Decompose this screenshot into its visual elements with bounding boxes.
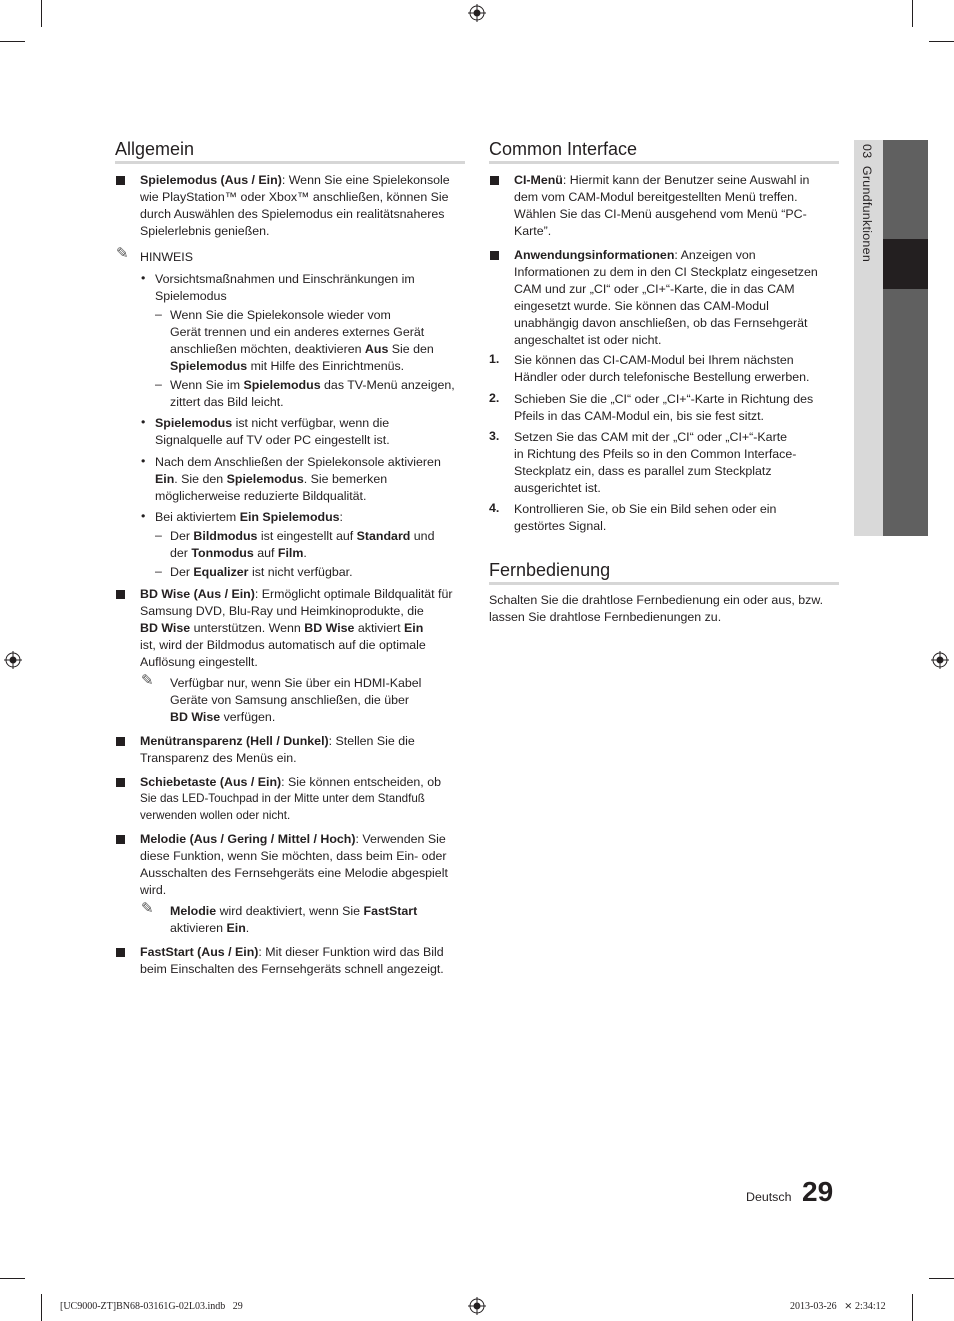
chapter-name: Grundfunktionen (860, 165, 874, 263)
item-signalquelle: Spielemodus ist nicht verfügbar, wenn die Signalquelle auf TV oder PC eingestellt ist. (155, 416, 390, 447)
bullet-dot: • (141, 271, 146, 285)
step-number: 4. (489, 501, 500, 515)
crop-mark (912, 1294, 913, 1321)
step-number: 1. (489, 352, 500, 366)
step-2: Schieben Sie die „CI“ oder „CI+“-Karte in Richtung des Pfeils in das CAM-Modul ein, bis sie fest sitzt. (514, 392, 814, 423)
chapter-tab-dark (883, 140, 928, 536)
bullet-square (116, 176, 125, 185)
item-menutransparenz: Menütransparenz (Hell / Dunkel): Stellen Sie die Transparenz des Menüs ein. (140, 734, 415, 765)
bullet-dash: – (155, 377, 162, 391)
bullet-square (490, 176, 499, 185)
step-number: 2. (489, 391, 500, 405)
item-schiebetaste: Schiebetaste (Aus / Ein): Sie können entscheiden, ob Sie das LED-Touchpad in der Mitte unter dem Standfuß verwenden wollen oder nicht. (140, 775, 441, 822)
crop-mark (929, 1278, 954, 1279)
bullet-square (116, 590, 125, 599)
item-anschliessen: Nach dem Anschließen der Spielekonsole aktivieren Ein. Sie den Spielemodus. Sie bemerken möglicherweise reduzierte Bildqualität. (155, 455, 441, 503)
page-number: 29 (802, 1176, 834, 1207)
paragraph-fernbedienung: Schalten Sie die drahtlose Fernbedienung ein oder aus, bzw. lassen Sie drahtlose Fernbedienungen zu. (489, 593, 824, 624)
section-rule (489, 582, 839, 585)
item-bildmodus: Der Bildmodus ist eingestellt auf Standard und der Tonmodus auf Film. (170, 529, 435, 560)
item-zittert: Wenn Sie im Spielemodus das TV-Menü anzeigen, zittert das Bild leicht. (170, 378, 455, 409)
registration-mark-icon (468, 1297, 486, 1315)
crop-mark (41, 1294, 42, 1321)
chapter-label (860, 144, 874, 262)
step-4: Kontrollieren Sie, ob Sie ein Bild sehen oder ein gestörtes Signal. (514, 502, 777, 533)
footer-timestamp: 2013-03-26 ⨯ 2:34:12 (790, 1301, 886, 1312)
bullet-square (490, 251, 499, 260)
item-aktiviert: Bei aktiviertem Ein Spielemodus: (155, 510, 343, 524)
item-equalizer: Der Equalizer ist nicht verfügbar. (170, 565, 353, 579)
bullet-dash: – (155, 528, 162, 542)
note-pencil-icon: ✎ (141, 671, 154, 689)
section-title-allgemein: Allgemein (115, 139, 195, 159)
bullet-square (116, 737, 125, 746)
registration-mark-icon (931, 651, 949, 669)
registration-mark-icon (4, 651, 22, 669)
section-rule (489, 161, 839, 164)
bullet-square (116, 835, 125, 844)
item-melodie: Melodie (Aus / Gering / Mittel / Hoch): Verwenden Sie diese Funktion, wenn Sie möchten, dass beim Ein- oder Ausschalten des Fernsehgeräts eine Melodie abgespielt wird. (140, 832, 448, 897)
section-rule (115, 161, 465, 164)
item-faststart: FastStart (Aus / Ein): Mit dieser Funktion wird das Bild beim Einschalten des Fernsehgeräts schnell angezeigt. (140, 945, 444, 976)
crop-mark (0, 1278, 25, 1279)
footer-language: Deutsch (746, 1190, 792, 1204)
note-pencil-icon: ✎ (141, 899, 154, 917)
item-vorsicht: Vorsichtsmaßnahmen und Einschränkungen im Spielemodus (155, 272, 415, 303)
note-pencil-icon: ✎ (116, 244, 129, 262)
step-1: Sie können das CI-CAM-Modul bei Ihrem nächsten Händler oder durch telefonische Bestellung erwerben. (514, 353, 810, 384)
chapter-tab-marker (883, 239, 928, 289)
step-number: 3. (489, 429, 500, 443)
item-trennen: Wenn Sie die Spielekonsole wieder vom Gerät trennen und ein anderes externes Gerät anschließen möchten, deaktivieren Aus Sie den Spielemodus mit Hilfe des Einrichtmenüs. (170, 308, 434, 373)
registration-mark-icon (468, 4, 486, 22)
bullet-dash: – (155, 307, 162, 321)
note-melodie: Melodie wird deaktiviert, wenn Sie FastStart aktivieren Ein. (170, 904, 418, 935)
note-label: HINWEIS (140, 250, 194, 264)
bullet-square (116, 948, 125, 957)
chapter-number: 03 (860, 144, 874, 159)
bullet-dot: • (141, 509, 146, 523)
crop-mark (0, 41, 25, 42)
bullet-dot: • (141, 454, 146, 468)
item-anwendungsinformationen: Anwendungsinformationen: Anzeigen von Informationen zu dem in den CI Steckplatz eingesetzen CAM und zur „CI“ oder „CI+“-Karte, die in das CAM eingesetzt wurde. Sie können das CAM-Modul unabhängig davon anschließen, ob das Fernsehgerät angeschaltet ist oder nicht. (514, 248, 818, 347)
bullet-square (116, 778, 125, 787)
footer-filename: [UC9000-ZT]BN68-03161G-02L03.indb 29 (60, 1301, 243, 1312)
item-spielemodus: Spielemodus (Aus / Ein): Wenn Sie eine Spielekonsole wie PlayStation™ oder Xbox™ anschließen, können Sie durch Auswählen des Spielemodus ein realitätsnaheres Spielerlebnis genießen. (140, 173, 450, 238)
note-bdwise: Verfügbar nur, wenn Sie über ein HDMI-Kabel Geräte von Samsung anschließen, die über BD Wise verfügen. (170, 676, 422, 724)
crop-mark (929, 41, 954, 42)
crop-mark (912, 0, 913, 27)
bullet-dot: • (141, 415, 146, 429)
section-title-fernbedienung: Fernbedienung (489, 560, 611, 580)
crop-mark (41, 0, 42, 27)
item-bdwise: BD Wise (Aus / Ein): Ermöglicht optimale Bildqualität für Samsung DVD, Blu-Ray und Heimkinoprodukte, die BD Wise unterstützen. Wenn BD Wise aktiviert Ein ist, wird der Bildmodus automatisch auf die optimale Auflösung eingestellt. (140, 587, 453, 669)
bullet-dash: – (155, 564, 162, 578)
item-ci-menu: CI-Menü: Hiermit kann der Benutzer seine Auswahl in dem vom CAM-Modul bereitgestellten Menü treffen. Wählen Sie das CI-Menü ausgehend vom Menü “PC- Karte”. (514, 173, 810, 238)
section-title-common-interface: Common Interface (489, 139, 638, 159)
step-3: Setzen Sie das CAM mit der „CI“ oder „CI+“-Karte in Richtung des Pfeils so in den Common Interface- Steckplatz ein, dass es parallel zum Steckplatz ausgerichtet ist. (514, 430, 797, 495)
